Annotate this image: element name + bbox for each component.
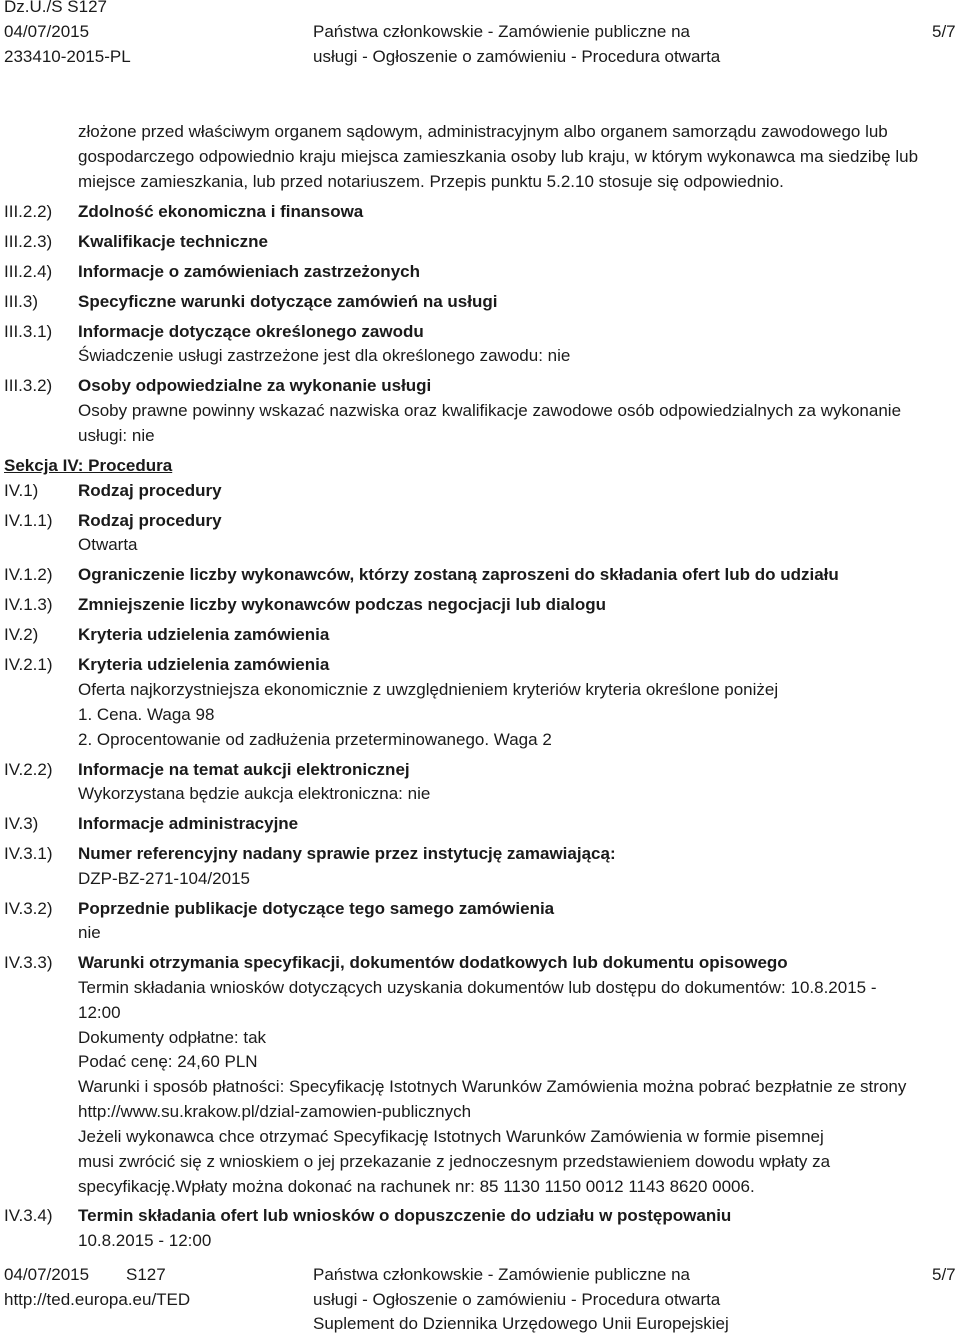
- section-number: IV.3.1): [4, 844, 53, 863]
- section-text: Osoby prawne powinny wskazać nazwiska oraz kwalifikacje zawodowe osób odpowiedzialnych za wykonanie: [78, 401, 902, 420]
- section-heading: Informacje administracyjne: [78, 814, 299, 833]
- section-number: IV.1.2): [4, 565, 53, 584]
- section-text: musi zwrócić się z wnioskiem o jej przekazanie z jednoczesnym przedstawieniem dowodu wpłaty za: [78, 1152, 831, 1171]
- journal-ref: Dz.U./S S127: [4, 0, 107, 16]
- footer-date: 04/07/2015: [4, 1265, 90, 1284]
- section-heading: Kwalifikacje techniczne: [78, 232, 268, 251]
- section-text: Otwarta: [78, 535, 138, 554]
- header-title-line2: usługi - Ogłoszenie o zamówieniu - Procedura otwarta: [313, 47, 721, 66]
- section-number: III.3.1): [4, 322, 53, 341]
- section-heading: Kryteria udzielenia zamówienia: [78, 655, 330, 674]
- section-heading: Ograniczenie liczby wykonawców, którzy zostaną zaproszeni do składania ofert lub do udziału: [78, 565, 839, 584]
- header-page-number: 5/7: [932, 22, 956, 41]
- section-number: III.2.3): [4, 232, 53, 251]
- continuation-line: złożone przed właściwym organem sądowym, administracyjnym albo organem samorządu zawodowego lub: [78, 122, 888, 141]
- doc-id: 233410-2015-PL: [4, 47, 131, 66]
- section-number: IV.2.2): [4, 760, 53, 779]
- section-number: IV.3.4): [4, 1206, 53, 1225]
- footer-page-number: 5/7: [932, 1265, 956, 1284]
- section-number: III.3.2): [4, 376, 53, 395]
- section-number: IV.3): [4, 814, 39, 833]
- section-number: III.2.2): [4, 202, 53, 221]
- section-heading: Numer referencyjny nadany sprawie przez instytucję zamawiającą:: [78, 844, 616, 863]
- section-number: IV.1): [4, 481, 39, 500]
- section-number: IV.1.3): [4, 595, 53, 614]
- section-text: Jeżeli wykonawca chce otrzymać Specyfikację Istotnych Warunków Zamówienia w formie pisemnej: [78, 1127, 824, 1146]
- footer-title-line1: Państwa członkowskie - Zamówienie publiczne na: [313, 1265, 691, 1284]
- section-heading: Informacje o zamówieniach zastrzeżonych: [78, 262, 420, 281]
- section-number: III.2.4): [4, 262, 53, 281]
- continuation-line: gospodarczego odpowiednio kraju miejsca zamieszkania osoby lub kraju, w którym wykonawca ma siedzibę lub: [78, 147, 919, 166]
- section-text: Oferta najkorzystniejsza ekonomicznie z uwzględnieniem kryteriów kryteria określone poniżej: [78, 680, 779, 699]
- header-date: 04/07/2015: [4, 22, 90, 41]
- section-title: Sekcja IV: Procedura: [4, 456, 173, 475]
- section-text: Podać cenę: 24,60 PLN: [78, 1052, 258, 1071]
- section-heading: Specyficzne warunki dotyczące zamówień na usługi: [78, 292, 498, 311]
- reference-number: DZP-BZ-271-104/2015: [78, 869, 250, 888]
- section-number: IV.2.1): [4, 655, 53, 674]
- section-text: 1. Cena. Waga 98: [78, 705, 215, 724]
- section-heading: Termin składania ofert lub wniosków o dopuszczenie do udziału w postępowaniu: [78, 1206, 732, 1225]
- section-heading: Rodzaj procedury: [78, 511, 222, 530]
- section-text: specyfikację.Wpłaty można dokonać na rachunek nr: 85 1130 1150 0012 1143 8620 0006.: [78, 1177, 755, 1196]
- section-heading: Informacje dotyczące określonego zawodu: [78, 322, 424, 341]
- section-heading: Kryteria udzielenia zamówienia: [78, 625, 330, 644]
- section-heading: Zmniejszenie liczby wykonawców podczas negocjacji lub dialogu: [78, 595, 607, 614]
- section-text: Dokumenty odpłatne: tak: [78, 1028, 267, 1047]
- continuation-line: miejsce zamieszkania, lub przed notariuszem. Przepis punktu 5.2.10 stosuje się odpowiednio.: [78, 172, 784, 191]
- section-text: nie: [78, 923, 101, 942]
- section-text: 12:00: [78, 1003, 121, 1022]
- section-text: Termin składania wniosków dotyczących uzyskania dokumentów lub dostępu do dokumentów: 10.8.2015 -: [78, 978, 877, 997]
- section-heading: Zdolność ekonomiczna i finansowa: [78, 202, 364, 221]
- section-heading: Osoby odpowiedzialne za wykonanie usługi: [78, 376, 432, 395]
- section-number: III.3): [4, 292, 39, 311]
- section-number: IV.3.3): [4, 953, 53, 972]
- section-heading: Warunki otrzymania specyfikacji, dokumentów dodatkowych lub dokumentu opisowego: [78, 953, 788, 972]
- footer-series: S127: [126, 1265, 166, 1284]
- section-text: Warunki i sposób płatności: Specyfikację Istotnych Warunków Zamówienia można pobrać bezpłatnie ze strony: [78, 1077, 907, 1096]
- section-text: usługi: nie: [78, 426, 155, 445]
- section-text: Świadczenie usługi zastrzeżone jest dla określonego zawodu: nie: [78, 346, 571, 365]
- deadline-text: 10.8.2015 - 12:00: [78, 1231, 212, 1250]
- section-number: IV.3.2): [4, 899, 53, 918]
- section-heading: Poprzednie publikacje dotyczące tego samego zamówienia: [78, 899, 555, 918]
- section-text: Wykorzystana będzie aukcja elektroniczna: nie: [78, 784, 431, 803]
- footer-url: http://ted.europa.eu/TED: [4, 1290, 191, 1309]
- section-text: 2. Oprocentowanie od zadłużenia przeterminowanego. Waga 2: [78, 730, 552, 749]
- footer-title-line2: usługi - Ogłoszenie o zamówieniu - Procedura otwarta: [313, 1290, 721, 1309]
- section-number: IV.1.1): [4, 511, 53, 530]
- section-heading: Informacje na temat aukcji elektronicznej: [78, 760, 410, 779]
- section-number: IV.2): [4, 625, 39, 644]
- section-heading: Rodzaj procedury: [78, 481, 222, 500]
- specification-link[interactable]: http://www.su.krakow.pl/dzial-zamowien-publicznych: [78, 1102, 472, 1121]
- header-title-line1: Państwa członkowskie - Zamówienie publiczne na: [313, 22, 691, 41]
- footer-title-line3: Suplement do Dziennika Urzędowego Unii Europejskiej: [313, 1314, 729, 1333]
